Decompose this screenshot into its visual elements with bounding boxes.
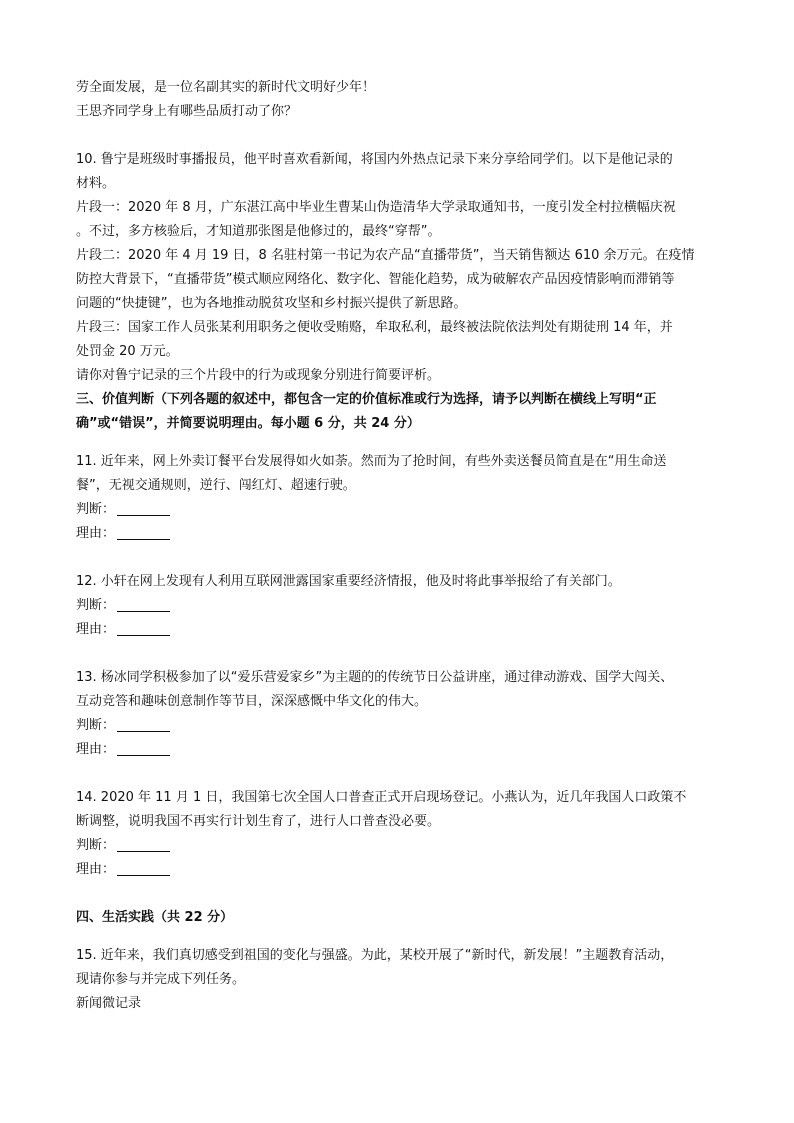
text-line: 14. 2020 年 11 月 1 日，我国第七次全国人口普查正式开启现场登记。小燕认为，近几年我国人口政策不 (76, 790, 687, 805)
judge-row (76, 714, 718, 738)
text-line: 。不过，多方核验后，才知道那张图是他修过的，最终“穿帮”。 (76, 224, 441, 239)
reason-row (76, 522, 718, 546)
text-line: 新闻微记录 (76, 996, 142, 1011)
reason-label: 理由： (76, 862, 116, 877)
spacer (76, 882, 718, 906)
judge-blank[interactable] (117, 837, 170, 852)
text-line: 防控大背景下，“直播带货”模式顺应网络化、数字化、智能化趋势，成为破解农产品因疫情影响而滞销等 (76, 272, 675, 287)
text-line: 片段一：2020 年 8 月，广东湛江高中毕业生曹某山伪造清华大学录取通知书，一度引发全村拉横幅庆祝 (76, 200, 676, 215)
spacer (76, 762, 718, 786)
spacer (76, 642, 718, 666)
text-line: 请你对鲁宁记录的三个片段中的行为或现象分别进行简要评析。 (76, 368, 441, 383)
reason-row (76, 738, 718, 762)
reason-label: 理由： (76, 526, 116, 541)
reason-blank[interactable] (117, 741, 170, 756)
judge-blank[interactable] (117, 597, 170, 612)
intro-block (76, 76, 718, 124)
judge-blank[interactable] (117, 717, 170, 732)
text-line: 10. 鲁宁是班级时事播报员，他平时喜欢看新闻，将国内外热点记录下来分享给同学们。以下是他记录的 (76, 152, 673, 167)
reason-blank[interactable] (117, 861, 170, 876)
heading-line: 确”或“错误”，并简要说明理由。每小题 6 分，共 24 分） (76, 416, 420, 431)
text-line: 互动竞答和趣味创意制作等节目，深深感慨中华文化的伟大。 (76, 694, 428, 709)
reason-blank[interactable] (117, 525, 170, 540)
text-line: 片段二：2020 年 4 月 19 日，8 名驻村第一书记为农产品“直播带货”，当天销售额达 610 余万元。在疫情 (76, 248, 695, 263)
spacer (76, 436, 718, 450)
reason-blank[interactable] (117, 621, 170, 636)
judge-label: 判断： (76, 718, 116, 733)
reason-row (76, 858, 718, 882)
text-line: 王思齐同学身上有哪些品质打动了你？ (76, 104, 298, 119)
judge-row (76, 834, 718, 858)
text-line: 11. 近年来，网上外卖订餐平台发展得如火如荼。然而为了抢时间，有些外卖送餐员简直是在“用生命送 (76, 454, 667, 469)
question-13 (76, 666, 718, 762)
judge-row (76, 498, 718, 522)
question-11 (76, 450, 718, 546)
text-line: 材料。 (76, 176, 116, 191)
text-line: 13. 杨冰同学积极参加了以“爱乐营爱家乡”为主题的的传统节日公益讲座，通过律动游戏、国学大闯关、 (76, 670, 674, 685)
exam-page (76, 76, 718, 1016)
text-line: 问题的“快捷键”，也为各地推动脱贫攻坚和乡村振兴提供了新思路。 (76, 296, 467, 311)
question-15 (76, 944, 718, 1016)
question-10 (76, 148, 718, 388)
reason-label: 理由： (76, 742, 116, 757)
judge-blank[interactable] (117, 501, 170, 516)
reason-row (76, 618, 718, 642)
reason-label: 理由： (76, 622, 116, 637)
text-line: 15. 近年来，我们真切感受到祖国的变化与强盛。为此，某校开展了“新时代，新发展！”主题教育活动， (76, 948, 674, 963)
judge-row (76, 594, 718, 618)
text-line: 餐”，无视交通规则，逆行、闯红灯、超速行驶。 (76, 478, 356, 493)
section-3-heading (76, 388, 718, 436)
spacer (76, 124, 718, 148)
text-line: 现请你参与并完成下列任务。 (76, 972, 246, 987)
spacer (76, 546, 718, 570)
text-line: 片段三：国家工作人员张某利用职务之便收受贿赂，牟取私利，最终被法院依法判处有期徒刑 14 年，并 (76, 320, 673, 335)
judge-label: 判断： (76, 838, 116, 853)
text-line: 12. 小轩在网上发现有人利用互联网泄露国家重要经济情报，他及时将此事举报给了有关部门。 (76, 574, 621, 589)
text-line: 处罚金 20 万元。 (76, 344, 179, 359)
judge-label: 判断： (76, 502, 116, 517)
heading-line: 三、价值判断（下列各题的叙述中，都包含一定的价值标准或行为选择，请予以判断在横线上写明“正 (76, 392, 657, 407)
judge-label: 判断： (76, 598, 116, 613)
section-4-heading: 四、生活实践（共 22 分） (76, 910, 234, 925)
question-14 (76, 786, 718, 882)
text-line: 劳全面发展，是一位名副其实的新时代文明好少年！ (76, 80, 376, 95)
text-line: 断调整，说明我国不再实行计划生育了，进行人口普查没必要。 (76, 814, 441, 829)
spacer (76, 930, 718, 944)
question-12 (76, 570, 718, 642)
